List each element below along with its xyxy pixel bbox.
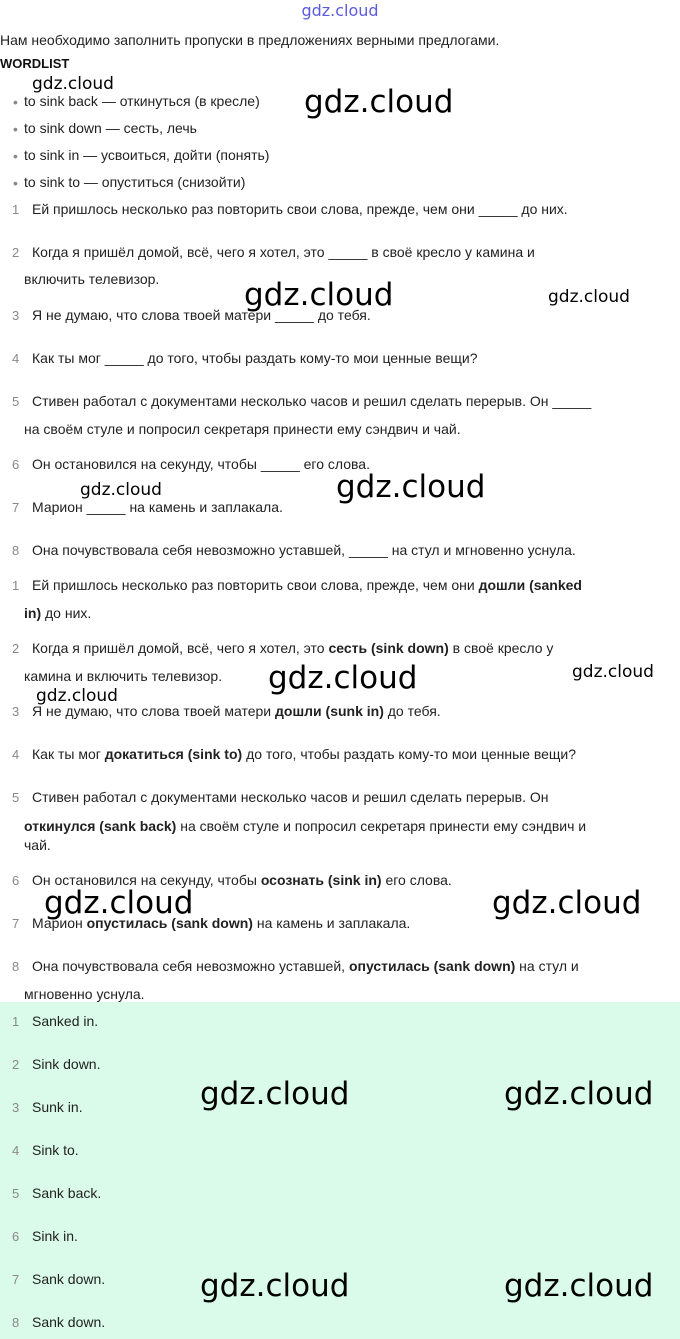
short-answer: Sank back.	[32, 1185, 102, 1201]
short-answer: Sink down.	[32, 1056, 101, 1072]
short-answer: Sink to.	[32, 1142, 79, 1158]
watermark: gdz.cloud	[492, 885, 642, 921]
answer-line: откинулся (sank back) на своём стуле и попросил секретаря принести ему сэндвич и	[24, 818, 587, 834]
watermark: gdz.cloud	[200, 1268, 350, 1304]
watermark: gdz.cloud	[548, 287, 630, 307]
item-number: 1	[12, 578, 20, 593]
exercise-line: Он остановился на секунду, чтобы _____ его слова.	[32, 456, 370, 472]
bullet: •	[13, 175, 18, 191]
wordlist-item: to sink to — опуститься (снизойти)	[24, 174, 246, 190]
item-number: 6	[12, 457, 20, 472]
watermark: gdz.cloud	[336, 469, 486, 505]
item-number: 4	[12, 1143, 20, 1158]
wordlist-title: WORDLIST	[0, 56, 70, 71]
answer-line: мгновенно уснула.	[24, 986, 145, 1002]
item-number: 3	[12, 704, 20, 719]
exercise-line: включить телевизор.	[24, 271, 160, 287]
item-number: 5	[12, 1186, 20, 1201]
exercise-line: Как ты мог _____ до того, чтобы раздать кому-то мои ценные вещи?	[32, 350, 478, 366]
watermark: gdz.cloud	[268, 660, 418, 696]
watermark: gdz.cloud	[244, 277, 394, 313]
exercise-line: Ей пришлось несколько раз повторить свои слова, прежде, чем они _____ до них.	[32, 201, 568, 217]
item-number: 4	[12, 351, 20, 366]
exercise-line: Она почувствовала себя невозможно уставшей, _____ на стул и мгновенно уснула.	[32, 542, 576, 558]
item-number: 7	[12, 916, 20, 931]
item-number: 6	[12, 873, 20, 888]
answer-line: Как ты мог докатиться (sink to) до того, чтобы раздать кому-то мои ценные вещи?	[32, 746, 577, 762]
watermark: gdz.cloud	[200, 1076, 350, 1112]
answer-line: Стивен работал с документами несколько часов и решил сделать перерыв. Он	[32, 789, 549, 805]
item-number: 8	[12, 543, 20, 558]
item-number: 5	[12, 394, 20, 409]
item-number: 7	[12, 1272, 20, 1287]
exercise-line: Марион _____ на камень и заплакала.	[32, 499, 283, 515]
answer-line: чай.	[24, 837, 51, 853]
watermark: gdz.cloud	[304, 84, 454, 120]
short-answer: Sanked in.	[32, 1013, 99, 1029]
watermark: gdz.cloud	[32, 74, 114, 94]
wordlist-item: to sink in — усвоиться, дойти (понять)	[24, 147, 270, 163]
item-number: 1	[12, 1014, 20, 1029]
answer-line: Я не думаю, что слова твоей матери дошли (sunk in) до тебя.	[32, 703, 441, 719]
short-answer: Sink in.	[32, 1228, 78, 1244]
site-title[interactable]: gdz.cloud	[301, 1, 379, 20]
item-number: 1	[12, 202, 20, 217]
answer-line: Она почувствовала себя невозможно уставшей, опустилась (sank down) на стул и	[32, 958, 579, 974]
task-intro: Нам необходимо заполнить пропуски в предложениях верными предлогами.	[0, 32, 500, 48]
watermark: gdz.cloud	[80, 480, 162, 500]
answer-line: in) до них.	[24, 605, 92, 621]
item-number: 2	[12, 245, 20, 260]
wordlist-item: to sink down — сесть, лечь	[24, 120, 197, 136]
item-number: 4	[12, 747, 20, 762]
item-number: 8	[12, 1315, 20, 1330]
watermark: gdz.cloud	[504, 1076, 654, 1112]
answer-line: Марион опустилась (sank down) на камень и заплакала.	[32, 915, 411, 931]
answer-line: Он остановился на секунду, чтобы осознать (sink in) его слова.	[32, 872, 452, 888]
item-number: 7	[12, 500, 20, 515]
short-answer: Sank down.	[32, 1314, 106, 1330]
watermark: gdz.cloud	[572, 662, 654, 682]
watermark: gdz.cloud	[504, 1268, 654, 1304]
item-number: 8	[12, 959, 20, 974]
short-answer: Sunk in.	[32, 1099, 83, 1115]
answer-line: Ей пришлось несколько раз повторить свои слова, прежде, чем они дошли (sanked	[32, 577, 582, 593]
exercise-line: Стивен работал с документами несколько часов и решил сделать перерыв. Он _____	[32, 393, 592, 409]
exercise-line: Когда я пришёл домой, всё, чего я хотел, это _____ в своё кресло у камина и	[32, 244, 535, 260]
item-number: 2	[12, 1057, 20, 1072]
item-number: 2	[12, 641, 20, 656]
answer-line: камина и включить телевизор.	[24, 668, 223, 684]
item-number: 5	[12, 790, 20, 805]
bullet: •	[13, 148, 18, 164]
short-answer: Sank down.	[32, 1271, 106, 1287]
item-number: 3	[12, 1100, 20, 1115]
watermark: gdz.cloud	[44, 885, 194, 921]
answer-line: Когда я пришёл домой, всё, чего я хотел, это сесть (sink down) в своё кресло у	[32, 640, 554, 656]
exercise-line: на своём стуле и попросил секретаря принести ему сэндвич и чай.	[24, 421, 461, 437]
bullet: •	[13, 121, 18, 137]
watermark: gdz.cloud	[36, 686, 118, 706]
exercise-line: Я не думаю, что слова твоей матери _____ до тебя.	[32, 307, 371, 323]
wordlist-item: to sink back — откинуться (в кресле)	[24, 93, 260, 109]
item-number: 3	[12, 308, 20, 323]
bullet: •	[13, 94, 18, 110]
item-number: 6	[12, 1229, 20, 1244]
